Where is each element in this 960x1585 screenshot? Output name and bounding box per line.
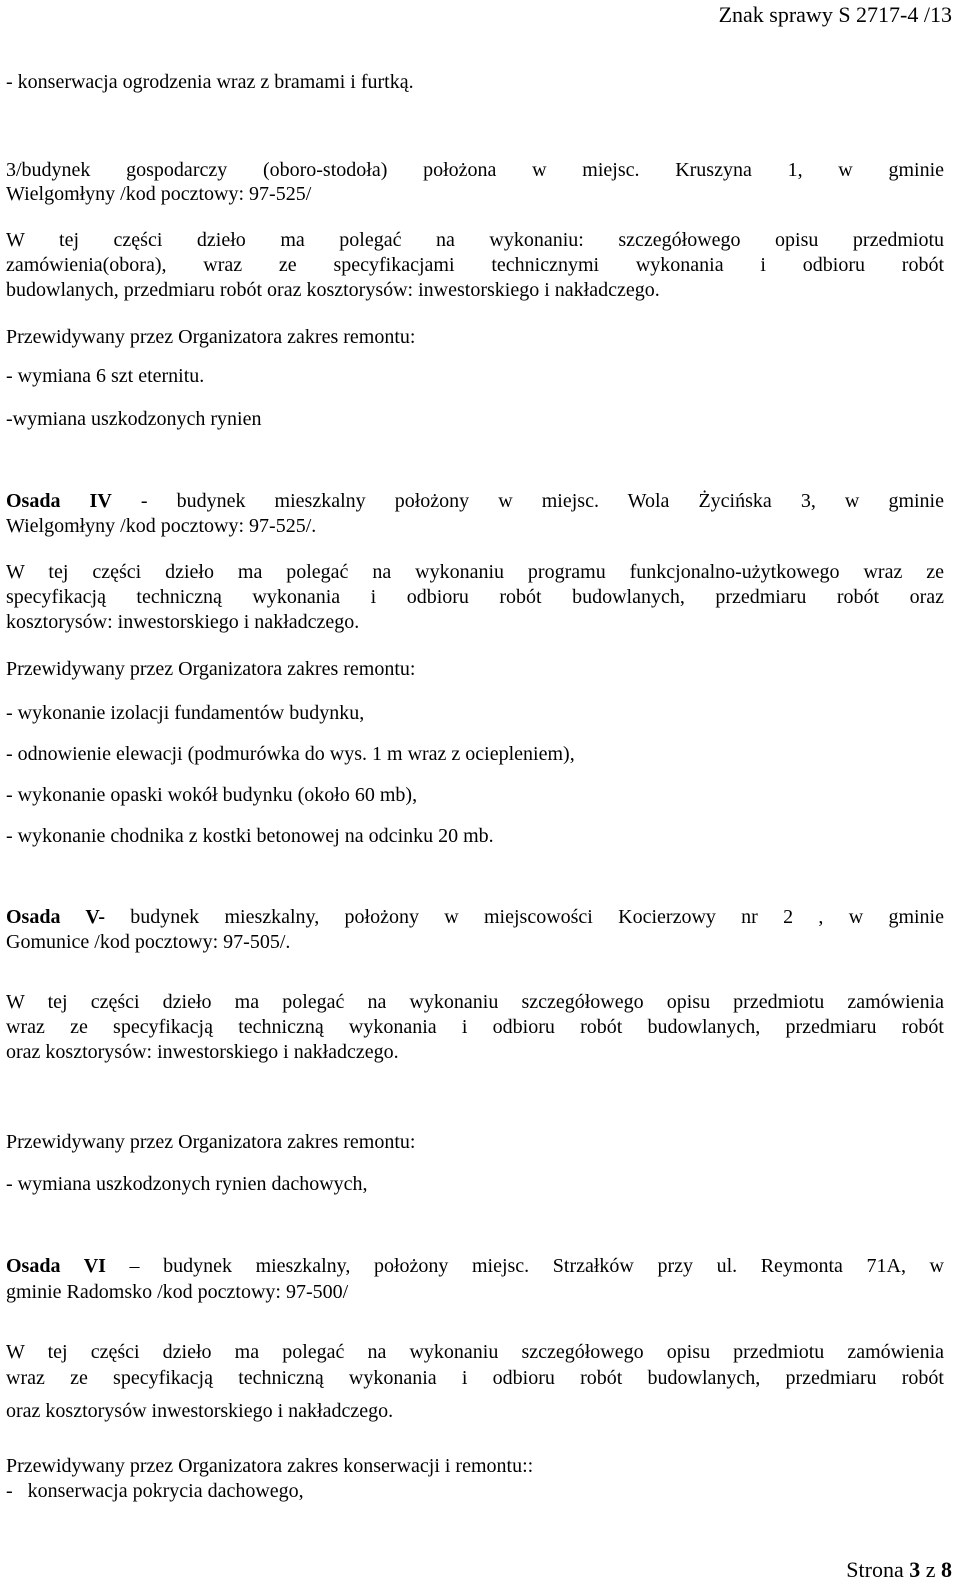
paragraph-line: budowlanych, przedmiaru robót oraz kosztorysów: inwestorskiego i nakładczego. (6, 279, 660, 301)
scope-heading: Przewidywany przez Organizatora zakres remontu: (6, 658, 416, 680)
scope-heading: Przewidywany przez Organizatora zakres konserwacji i remontu:: (6, 1455, 534, 1477)
paragraph-line: Gomunice /kod pocztowy: 97-505/. (6, 931, 291, 953)
list-item: - konserwacja ogrodzenia wraz z bramami i furtką. (6, 71, 414, 93)
case-number-header: Znak sprawy S 2717-4 /13 (718, 2, 952, 27)
list-item: - odnowienie elewacji (podmurówka do wys. 1 m wraz z ociepleniem), (6, 743, 575, 765)
paragraph-line: 3/budynek gospodarczy (oboro-stodoła) położona w miejsc. Kruszyna 1, w gminie (6, 159, 944, 181)
section-heading-osada-iv: Osada IV - budynek mieszkalny położony w miejsc. Wola Życińska 3, w gminie (6, 490, 944, 512)
list-item: - konserwacja pokrycia dachowego, (6, 1480, 304, 1502)
section-label: Osada VI (6, 1255, 106, 1277)
paragraph-line: W tej części dzieło ma polegać na wykonaniu programu funkcjonalno-użytkowego wraz ze (6, 561, 944, 583)
list-item: -wymiana uszkodzonych rynien (6, 408, 262, 430)
list-item: - wykonanie chodnika z kostki betonowej na odcinku 20 mb. (6, 825, 494, 847)
paragraph-line: specyfikacją techniczną wykonania i odbioru robót budowlanych, przedmiaru robót oraz (6, 586, 944, 608)
scope-heading: Przewidywany przez Organizatora zakres remontu: (6, 1131, 416, 1153)
paragraph-line: kosztorysów: inwestorskiego i nakładczego. (6, 611, 360, 633)
list-item: - wymiana uszkodzonych rynien dachowych, (6, 1173, 368, 1195)
paragraph-line: W tej części dzieło ma polegać na wykonaniu szczegółowego opisu przedmiotu zamówienia (6, 1341, 944, 1363)
paragraph-line: zamówienia(obora), wraz ze specyfikacjami technicznymi wykonania i odbioru robót (6, 254, 944, 276)
paragraph-line: wraz ze specyfikacją techniczną wykonania i odbioru robót budowlanych, przedmiaru robót (6, 1016, 944, 1038)
paragraph-line: W tej części dzieło ma polegać na wykonaniu szczegółowego opisu przedmiotu zamówienia (6, 991, 944, 1013)
paragraph-line: wraz ze specyfikacją techniczną wykonania i odbioru robót budowlanych, przedmiaru robót (6, 1367, 944, 1389)
paragraph-line: gminie Radomsko /kod pocztowy: 97-500/ (6, 1281, 349, 1303)
paragraph-line: Wielgomłyny /kod pocztowy: 97-525/. (6, 515, 317, 537)
paragraph-line: oraz kosztorysów inwestorskiego i nakładczego. (6, 1400, 394, 1422)
list-item: - wymiana 6 szt eternitu. (6, 365, 205, 387)
paragraph-line: Wielgomłyny /kod pocztowy: 97-525/ (6, 183, 312, 205)
page-number: Strona 3 z 8 (846, 1557, 952, 1582)
paragraph-line: oraz kosztorysów: inwestorskiego i nakładczego. (6, 1041, 399, 1063)
paragraph-line: W tej części dzieło ma polegać na wykonaniu: szczegółowego opisu przedmiotu (6, 229, 944, 251)
scope-heading: Przewidywany przez Organizatora zakres remontu: (6, 326, 416, 348)
section-heading-osada-vi: Osada VI – budynek mieszkalny, położony miejsc. Strzałków przy ul. Reymonta 71A, w (6, 1255, 944, 1277)
list-item: - wykonanie opaski wokół budynku (około 60 mb), (6, 784, 418, 806)
section-label: Osada IV (6, 490, 112, 512)
section-label: Osada V- (6, 906, 106, 928)
list-item: - wykonanie izolacji fundamentów budynku, (6, 702, 365, 724)
section-heading-osada-v: Osada V- budynek mieszkalny, położony w miejscowości Kocierzowy nr 2 , w gminie (6, 906, 944, 928)
